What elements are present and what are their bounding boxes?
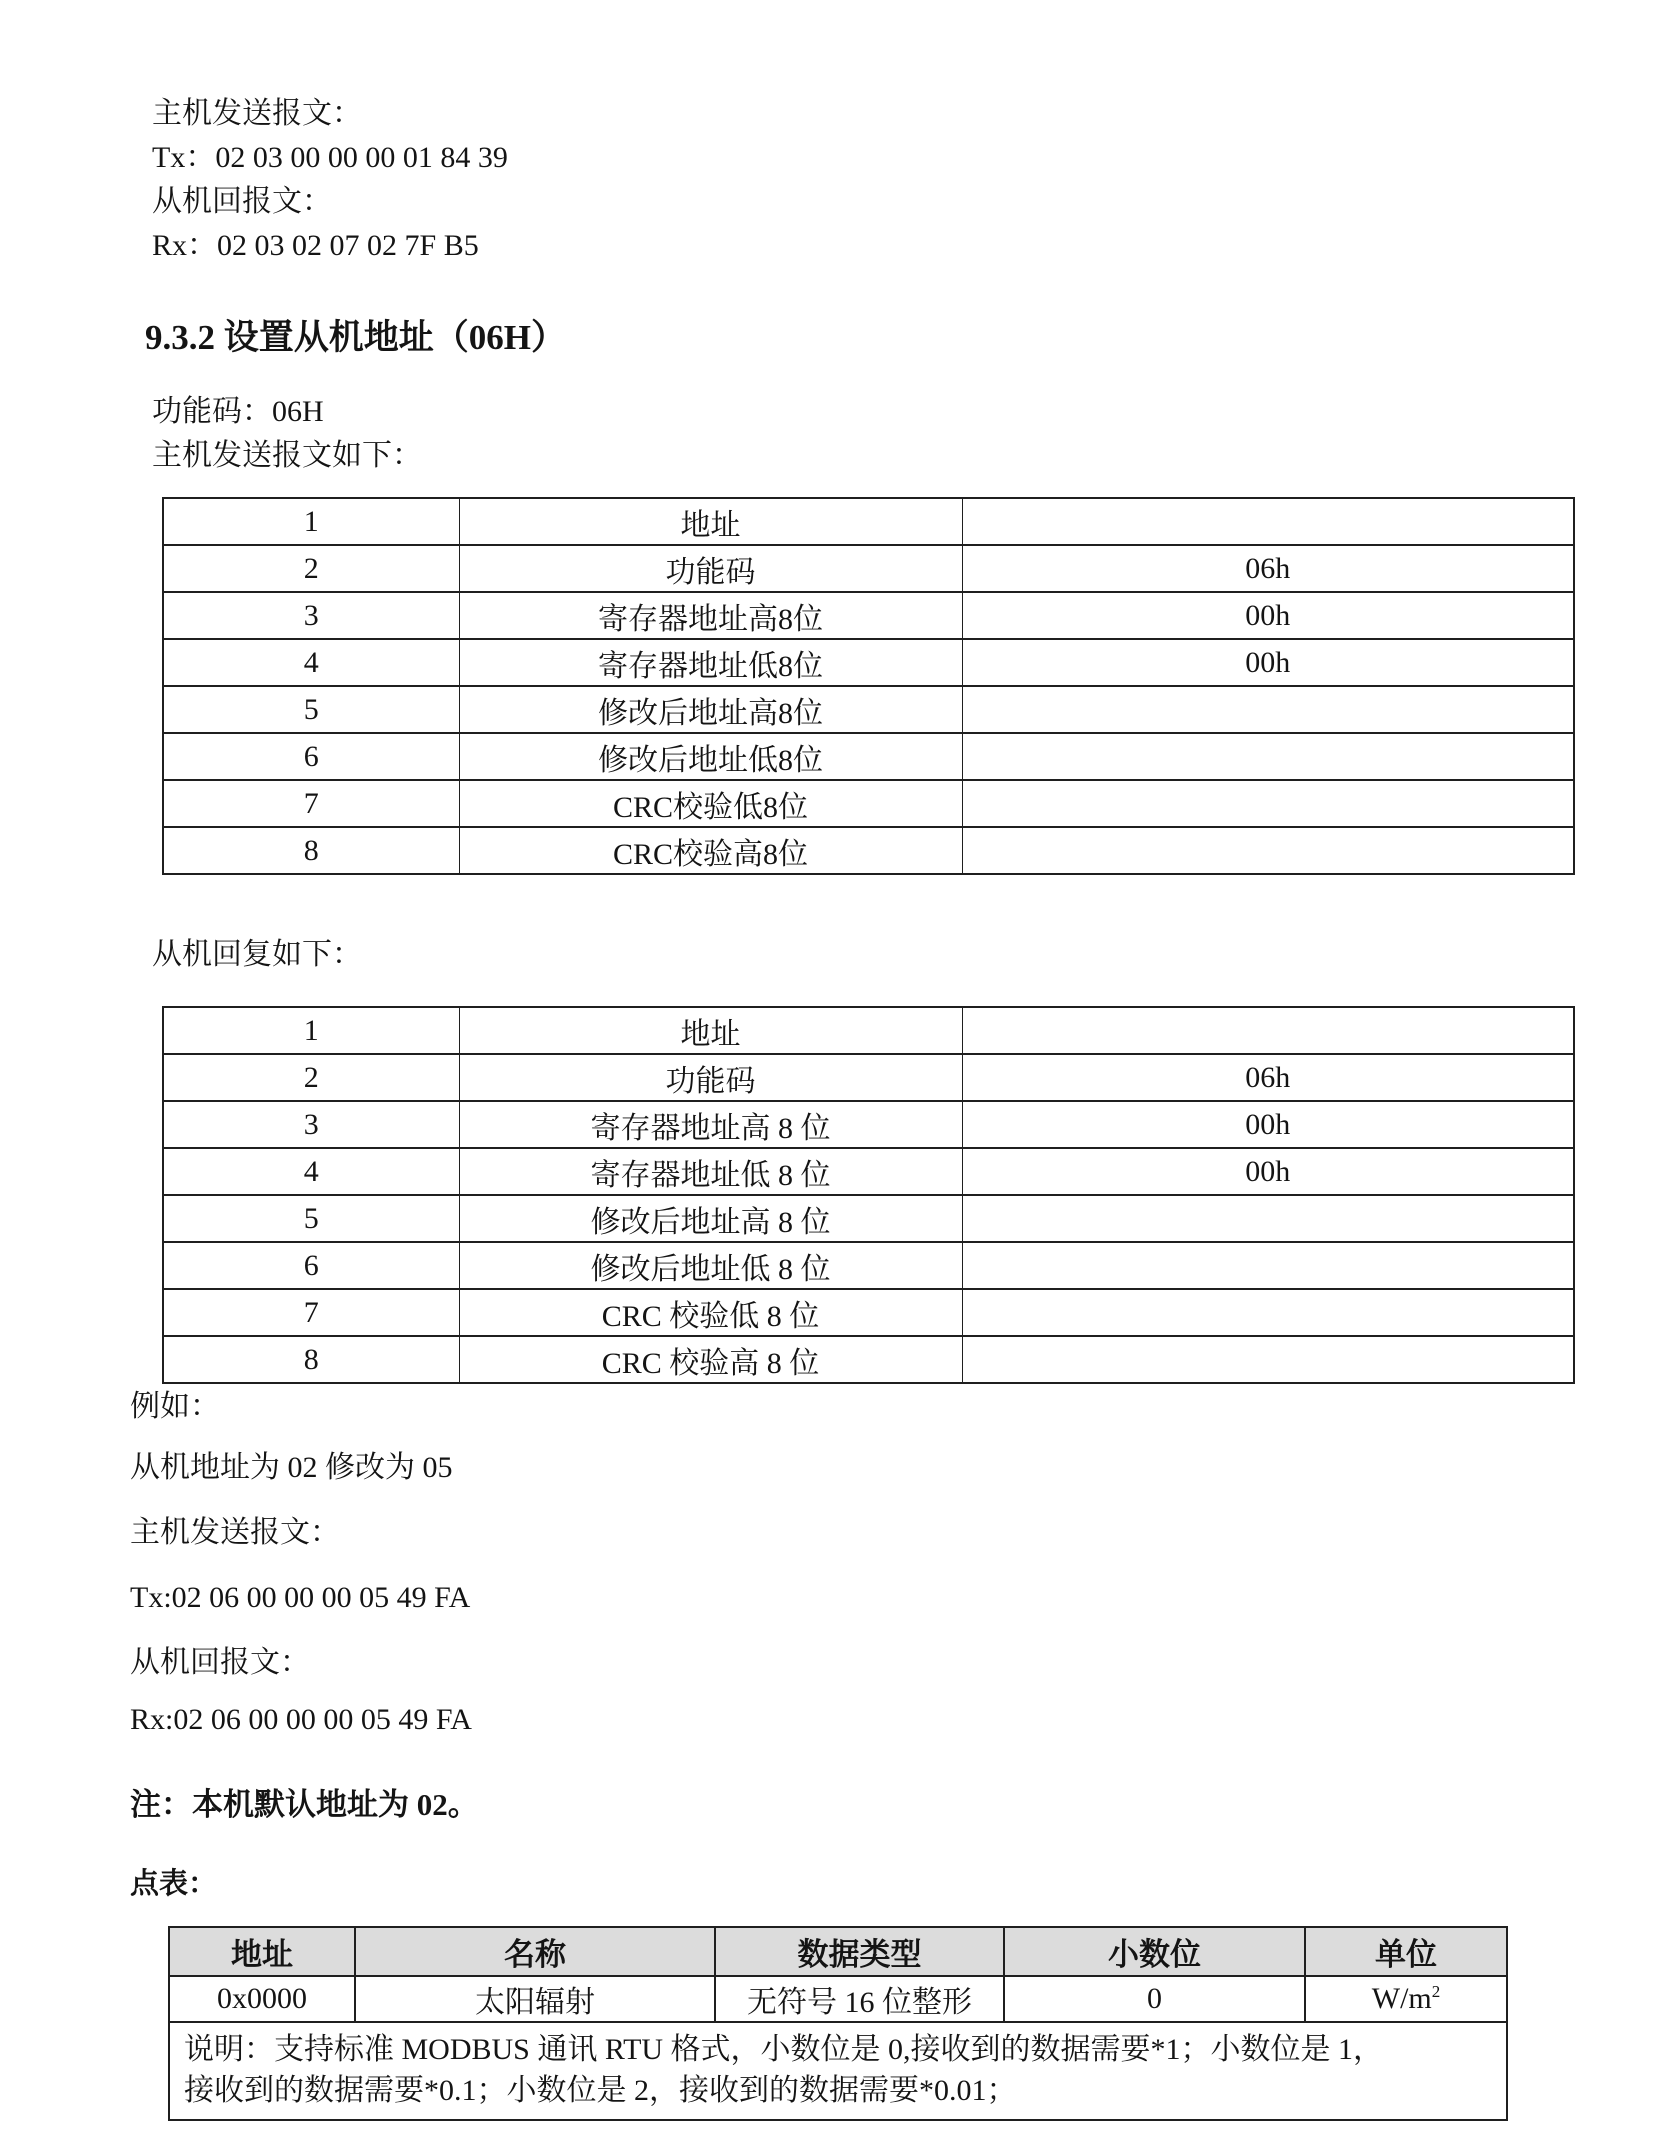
table-row <box>163 1101 1574 1148</box>
function-code-line: 功能码：06H <box>152 395 324 428</box>
table-row <box>163 545 1574 592</box>
host-send-table <box>162 497 1575 875</box>
row-no: 2 <box>163 545 459 592</box>
table-row <box>163 1289 1574 1336</box>
row-no: 7 <box>163 780 459 827</box>
row-value <box>962 780 1574 827</box>
row-no: 8 <box>163 1336 459 1383</box>
row-field: 功能码 <box>459 545 962 592</box>
row-field: CRC 校验高 8 位 <box>459 1336 962 1383</box>
row-field: 修改后地址低 8 位 <box>459 1242 962 1289</box>
row-no: 1 <box>163 1007 459 1054</box>
row-no: 5 <box>163 1195 459 1242</box>
row-value: 00h <box>962 639 1574 686</box>
table-row <box>163 498 1574 545</box>
row-value: 06h <box>962 1054 1574 1101</box>
row-value <box>962 1195 1574 1242</box>
row-field: 修改后地址高 8 位 <box>459 1195 962 1242</box>
example-slave-reply-label: 从机回报文： <box>130 1646 310 1679</box>
slave-reply-label: 从机回报文： <box>152 185 332 218</box>
row-value: 00h <box>962 1148 1574 1195</box>
row-no: 4 <box>163 1148 459 1195</box>
example-intro: 例如： <box>130 1390 220 1423</box>
row-value <box>962 1289 1574 1336</box>
row-field: 地址 <box>459 1007 962 1054</box>
point-table <box>168 1926 1508 2121</box>
table-row <box>163 639 1574 686</box>
row-value: 00h <box>962 1101 1574 1148</box>
row-field: 寄存器地址低 8 位 <box>459 1148 962 1195</box>
header-name: 名称 <box>355 1927 715 1976</box>
row-field: 修改后地址低8位 <box>459 733 962 780</box>
row-value <box>962 1336 1574 1383</box>
cell-address: 0x0000 <box>169 1976 355 2022</box>
unit-superscript: 2 <box>1431 1982 1441 2001</box>
table-row <box>163 780 1574 827</box>
header-decimals: 小数位 <box>1004 1927 1305 1976</box>
row-value: 00h <box>962 592 1574 639</box>
table-row <box>163 827 1574 874</box>
row-no: 7 <box>163 1289 459 1336</box>
row-no: 4 <box>163 639 459 686</box>
example-change-line: 从机地址为 02 修改为 05 <box>130 1451 453 1484</box>
cell-decimals: 0 <box>1004 1976 1305 2022</box>
row-value <box>962 733 1574 780</box>
example-host-send-label: 主机发送报文： <box>130 1516 340 1549</box>
point-table-data-row <box>169 1976 1507 2022</box>
row-no: 8 <box>163 827 459 874</box>
cell-datatype: 无符号 16 位整形 <box>715 1976 1004 2022</box>
row-field: 寄存器地址低8位 <box>459 639 962 686</box>
point-table-label: 点表： <box>130 1868 218 1900</box>
example-rx-message: Rx:02 06 00 00 00 05 49 FA <box>130 1703 472 1736</box>
row-no: 5 <box>163 686 459 733</box>
row-field: CRC 校验低 8 位 <box>459 1289 962 1336</box>
default-address-note: 注：本机默认地址为 02。 <box>130 1787 479 1822</box>
table-row <box>163 1148 1574 1195</box>
table-row <box>163 733 1574 780</box>
row-value <box>962 827 1574 874</box>
table-row <box>163 1007 1574 1054</box>
row-field: 地址 <box>459 498 962 545</box>
table-row <box>163 1195 1574 1242</box>
tx-message: Tx：02 03 00 00 00 01 84 39 <box>152 141 508 174</box>
unit-base: W/m <box>1371 1982 1432 2015</box>
table-row <box>163 1336 1574 1383</box>
note-line-2: 接收到的数据需要*0.1；小数位是 2，接收到的数据需要*0.01； <box>184 2074 1017 2107</box>
row-no: 6 <box>163 1242 459 1289</box>
pre-table-block <box>152 390 422 478</box>
point-table-note-row <box>169 2022 1507 2120</box>
row-no: 2 <box>163 1054 459 1101</box>
row-value: 06h <box>962 545 1574 592</box>
table-row <box>163 592 1574 639</box>
table-row <box>163 686 1574 733</box>
cell-unit <box>1305 1976 1507 2022</box>
row-field: 寄存器地址高8位 <box>459 592 962 639</box>
note-line-1: 说明：支持标准 MODBUS 通讯 RTU 格式，小数位是 0,接收到的数据需要*1；小数位是 1， <box>184 2033 1384 2066</box>
point-table-header-row <box>169 1927 1507 1976</box>
header-unit: 单位 <box>1305 1927 1507 1976</box>
row-no: 3 <box>163 1101 459 1148</box>
row-field: CRC校验低8位 <box>459 780 962 827</box>
example-tx-message: Tx:02 06 00 00 00 05 49 FA <box>130 1581 471 1614</box>
header-address: 地址 <box>169 1927 355 1976</box>
note-cell <box>169 2022 1507 2120</box>
slave-reply-table <box>162 1006 1575 1384</box>
row-no: 3 <box>163 592 459 639</box>
host-send-line: 主机发送报文如下： <box>152 439 422 472</box>
slave-reply-heading: 从机回复如下： <box>152 938 362 971</box>
row-value <box>962 1242 1574 1289</box>
host-send-label: 主机发送报文： <box>152 97 362 130</box>
table-row <box>163 1242 1574 1289</box>
cell-name: 太阳辐射 <box>355 1976 715 2022</box>
section-heading: 9.3.2 设置从机地址（06H） <box>145 318 566 357</box>
row-field: 修改后地址高8位 <box>459 686 962 733</box>
header-datatype: 数据类型 <box>715 1927 1004 1976</box>
row-field: 寄存器地址高 8 位 <box>459 1101 962 1148</box>
row-value <box>962 498 1574 545</box>
rx-message: Rx：02 03 02 07 02 7F B5 <box>152 229 479 262</box>
row-no: 6 <box>163 733 459 780</box>
table-row <box>163 1054 1574 1101</box>
row-no: 1 <box>163 498 459 545</box>
top-message-block <box>152 92 508 268</box>
row-value <box>962 686 1574 733</box>
row-field: CRC校验高8位 <box>459 827 962 874</box>
row-value <box>962 1007 1574 1054</box>
row-field: 功能码 <box>459 1054 962 1101</box>
